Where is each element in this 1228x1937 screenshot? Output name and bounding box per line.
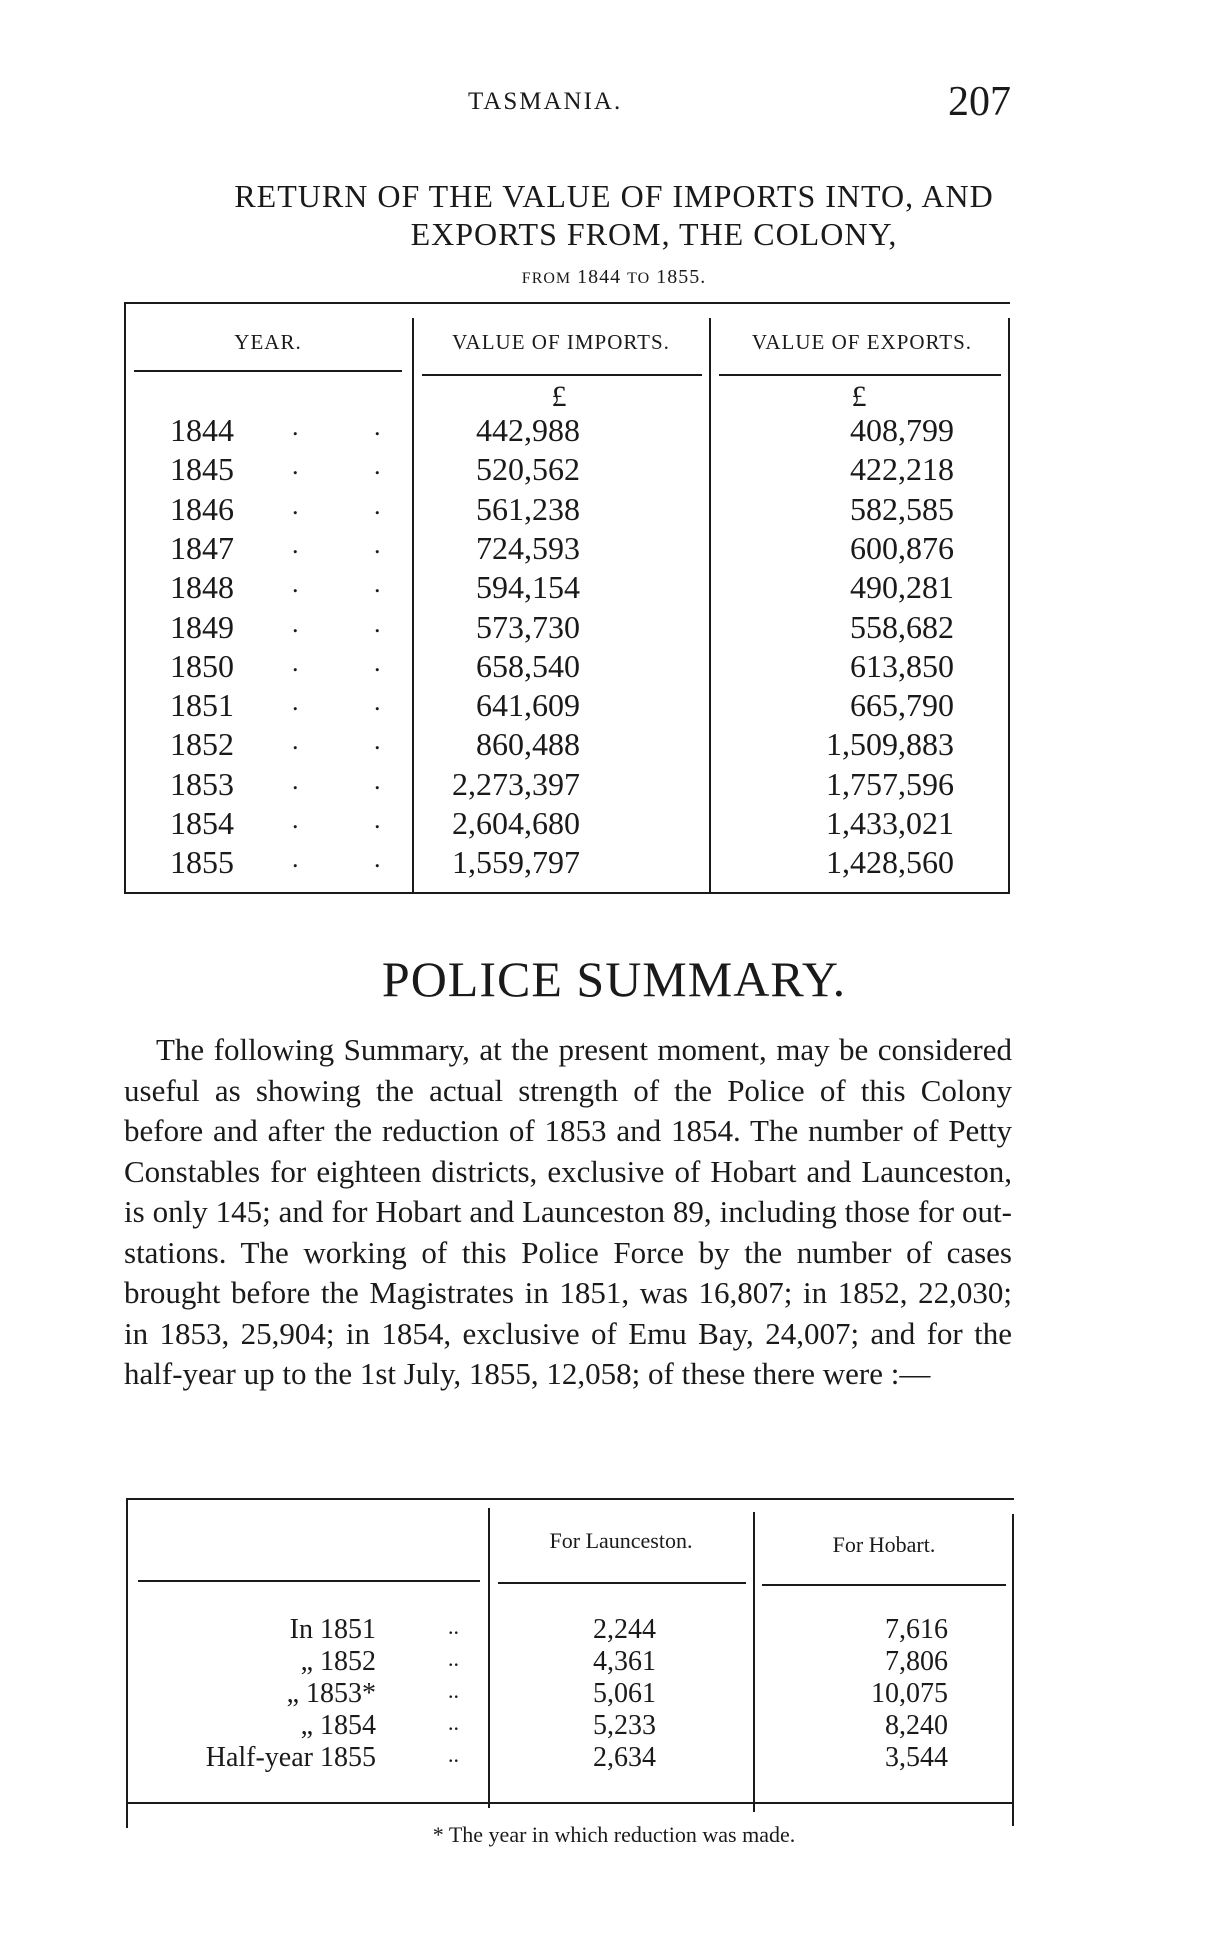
exports-cell: 408,799 <box>850 412 954 448</box>
table-row <box>124 844 1010 883</box>
year-cell: 1851 <box>170 687 234 724</box>
running-head <box>0 78 1228 138</box>
table-row <box>126 1742 1014 1774</box>
table-row <box>124 412 1010 451</box>
header-imports: VALUE OF IMPORTS. <box>452 330 670 354</box>
leader-dot: . <box>374 726 381 756</box>
leader-dots: .. <box>448 1614 459 1639</box>
launceston-cell: 5,061 <box>593 1678 656 1709</box>
leader-dot: . <box>374 647 381 677</box>
table-row <box>126 1614 1014 1646</box>
exports-cell: 422,218 <box>850 451 954 488</box>
leader-dot: . <box>374 805 381 834</box>
imports-cell: 442,988 <box>476 412 580 448</box>
exports-cell: 1,433,021 <box>826 805 954 841</box>
exports-cell: 1,428,560 <box>826 844 954 881</box>
imports-cell: 860,488 <box>476 726 580 763</box>
leader-dot: . <box>292 529 299 559</box>
header-rule-hobart <box>762 1584 1006 1586</box>
header-rule-year <box>134 370 402 372</box>
imports-cell: 658,540 <box>476 647 580 684</box>
row-label: „ 1853* <box>286 1678 376 1709</box>
table-row <box>124 530 1010 569</box>
hobart-cell: 3,544 <box>885 1742 948 1773</box>
header-hobart: For Hobart. <box>832 1532 936 1557</box>
leader-dot: . <box>292 765 299 795</box>
table-row <box>126 1678 1014 1710</box>
leader-dot: . <box>292 608 299 638</box>
leader-dot: . <box>374 412 381 441</box>
imports-cell: 520,562 <box>476 451 580 488</box>
imports-cell: 573,730 <box>476 608 580 645</box>
hobart-cell: 10,075 <box>871 1678 948 1709</box>
exports-currency-symbol: £ <box>851 380 867 413</box>
year-cell: 1849 <box>170 608 234 645</box>
running-head-title: TASMANIA. <box>468 88 623 115</box>
launceston-cell: 2,244 <box>593 1614 656 1645</box>
leader-dot: . <box>292 726 299 756</box>
table-row <box>126 1710 1014 1742</box>
leader-dot: . <box>374 490 381 520</box>
table-bottom-rule <box>124 892 1010 894</box>
launceston-cell: 2,634 <box>593 1742 656 1773</box>
leader-dots: .. <box>448 1646 459 1671</box>
header-rule-exports <box>719 374 1001 376</box>
header-rule-launceston <box>498 1582 746 1584</box>
leader-dot: . <box>292 647 299 677</box>
header-launceston: For Launceston. <box>549 1528 693 1553</box>
table-row <box>124 451 1010 490</box>
row-label: In 1851 <box>289 1614 376 1645</box>
launceston-cell: 5,233 <box>593 1710 656 1741</box>
imports-cell: 724,593 <box>476 529 580 566</box>
leader-dots: .. <box>448 1742 459 1767</box>
imports-cell: 641,609 <box>476 687 580 724</box>
year-cell: 1852 <box>170 726 234 763</box>
exports-cell: 582,585 <box>850 490 954 527</box>
year-cell: 1846 <box>170 490 234 527</box>
leader-dot: . <box>374 529 381 559</box>
imports-cell: 561,238 <box>476 490 580 527</box>
row-label: Half-year 1855 <box>205 1742 376 1773</box>
return-title-line2: EXPORTS FROM, THE COLONY, <box>410 216 898 252</box>
subtitle-to: TO <box>627 270 651 287</box>
subtitle-year-start: 1844 <box>577 266 622 288</box>
hobart-cell: 7,616 <box>885 1614 948 1645</box>
header-exports: VALUE OF EXPORTS. <box>751 330 973 354</box>
imports-cell: 2,604,680 <box>452 805 580 841</box>
year-cell: 1848 <box>170 569 234 606</box>
page-number: 207 <box>948 79 1011 125</box>
leader-dot: . <box>374 608 381 638</box>
police-summary-heading: POLICE SUMMARY. <box>381 951 847 1007</box>
table-row <box>124 687 1010 726</box>
leader-dot: . <box>292 687 299 717</box>
year-cell: 1850 <box>170 647 234 684</box>
subtitle-year-end: 1855. <box>656 266 707 288</box>
imports-exports-table <box>124 302 1010 894</box>
table-row <box>124 491 1010 530</box>
exports-cell: 613,850 <box>850 647 954 684</box>
imports-cell: 2,273,397 <box>452 765 580 802</box>
hobart-cell: 8,240 <box>885 1710 948 1741</box>
leader-dots: .. <box>448 1710 459 1735</box>
return-title-line1: RETURN OF THE VALUE OF IMPORTS INTO, AND <box>234 178 994 214</box>
year-cell: 1853 <box>170 765 234 802</box>
exports-cell: 1,757,596 <box>826 765 954 802</box>
table-row <box>124 805 1010 844</box>
year-cell: 1855 <box>170 844 234 881</box>
leader-dot: . <box>292 451 299 481</box>
imports-currency-symbol: £ <box>551 380 567 413</box>
hobart-cell: 7,806 <box>885 1646 948 1677</box>
exports-cell: 1,509,883 <box>826 726 954 763</box>
cases-table <box>126 1498 1014 1828</box>
header-year: YEAR. <box>234 330 302 354</box>
header-rule-label <box>138 1580 480 1582</box>
table-row <box>124 569 1010 608</box>
leader-dot: . <box>374 844 381 874</box>
exports-cell: 558,682 <box>850 608 954 645</box>
table-bottom-rule <box>126 1802 1014 1804</box>
exports-cell: 665,790 <box>850 687 954 724</box>
leader-dot: . <box>292 844 299 874</box>
row-label: „ 1854 <box>300 1710 376 1741</box>
table-top-rule <box>126 1498 1014 1500</box>
leader-dots: .. <box>448 1678 459 1703</box>
table-row <box>124 726 1010 765</box>
year-cell: 1845 <box>170 451 234 488</box>
leader-dot: . <box>374 569 381 599</box>
return-subtitle <box>0 266 1228 289</box>
leader-dot: . <box>374 765 381 795</box>
police-summary-paragraph: The following Summary, at the present moment, may be considered useful as showing the actual strength of the Police of this Colony before and after the reduction of 1853 and 1854. The number of Petty Constables for eighteen districts, exclusive of Hobart and Launceston, is only 145; and for Hobart and Launceston 89, including those for out-stations. The working of this Police Force by the number of cases brought before the Magistrates in 1851, was 16,807; in 1852, 22,030; in 1853, 25,904; in 1854, exclusive of Emu Bay, 24,007; and for the half-year up to the 1st July, 1855, 12,058; of these there were :— <box>124 1032 1012 1391</box>
header-rule-imports <box>422 374 702 376</box>
leader-dot: . <box>292 805 299 834</box>
table-row <box>124 609 1010 648</box>
table-top-rule <box>124 302 1010 304</box>
table-row <box>126 1646 1014 1678</box>
imports-cell: 1,559,797 <box>452 844 580 881</box>
year-cell: 1847 <box>170 529 234 566</box>
leader-dot: . <box>374 687 381 717</box>
table-row <box>124 766 1010 805</box>
year-cell: 1844 <box>170 412 234 448</box>
launceston-cell: 4,361 <box>593 1646 656 1677</box>
leader-dot: . <box>292 412 299 441</box>
leader-dot: . <box>292 490 299 520</box>
leader-dot: . <box>292 569 299 599</box>
imports-cell: 594,154 <box>476 569 580 606</box>
row-label: „ 1852 <box>300 1646 376 1677</box>
exports-cell: 490,281 <box>850 569 954 606</box>
year-cell: 1854 <box>170 805 234 841</box>
footnote: * The year in which reduction was made. <box>432 1822 796 1847</box>
table-row <box>124 648 1010 687</box>
exports-cell: 600,876 <box>850 529 954 566</box>
subtitle-from: FROM <box>521 270 572 287</box>
leader-dot: . <box>374 451 381 481</box>
